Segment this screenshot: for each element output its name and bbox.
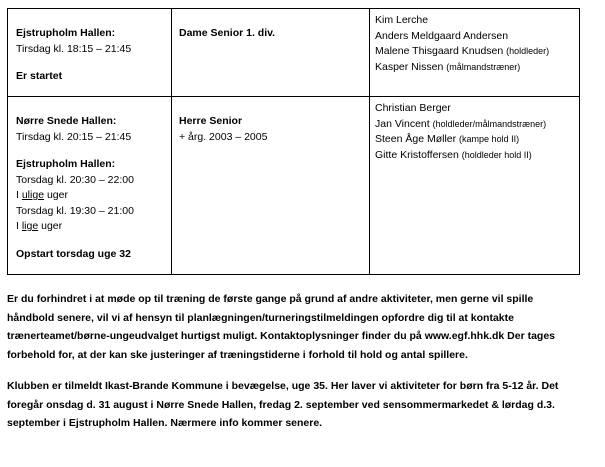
person-line <box>375 132 579 148</box>
venue-time: Tirsdag kl. 20:15 – 21:45 <box>16 130 132 143</box>
table-row <box>8 97 580 275</box>
team-name: Herre Senior <box>179 115 243 127</box>
person-name: Kasper Nissen <box>375 60 444 73</box>
paragraph-line: Er du forhindret i at møde op til træning de første gange på grund af andre aktiviteter, men gerne vil spille <box>7 293 534 305</box>
person-name: Christian Berger <box>375 102 451 114</box>
coaches-cell <box>370 9 580 97</box>
table-row <box>8 9 580 97</box>
person-name: Jan Vincent <box>375 117 430 130</box>
person-role: (holdleder hold II) <box>461 149 532 160</box>
person-name: Anders Meldgaard Andersen <box>375 29 509 42</box>
person-name: Gitte Kristoffersen <box>375 148 459 161</box>
venue-name: Nørre Snede Hallen: <box>16 115 117 127</box>
venue-status: Er startet <box>16 70 63 82</box>
venue-time-second-1: Torsdag kl. 20:30 – 22:00 <box>16 173 134 186</box>
person-line <box>375 117 579 133</box>
person-role: (kampe hold II) <box>459 134 520 144</box>
week-note-odd: I ulige uger <box>16 189 68 201</box>
venue-cell <box>8 97 172 275</box>
training-schedule-table <box>7 8 580 275</box>
coaches-cell <box>370 97 580 275</box>
person-line <box>375 44 579 60</box>
week-note-even: I lige uger <box>16 220 63 232</box>
person-line <box>375 60 579 76</box>
person-line <box>375 29 579 45</box>
person-line <box>375 101 579 117</box>
person-role: (holdleder/målmandstræner) <box>432 118 547 129</box>
team-cell <box>172 9 370 97</box>
person-line <box>375 148 579 164</box>
paragraph-line: håndbold senere, vil vi af hensyn til planlægningen/turneringstilmeldingen opfordre dig til at kontakte <box>7 311 514 324</box>
venue-name-second: Ejstrupholm Hallen: <box>16 158 116 170</box>
start-note: Opstart torsdag uge 32 <box>16 247 131 260</box>
paragraph-line: foregår onsdag d. 31 august i Nørre Snede Hallen, fredag 2. september ved sensommermarkedet & lørdag d.3. <box>7 398 555 411</box>
person-name: Malene Thisgaard Knudsen <box>375 45 504 57</box>
venue-time-second-2: Torsdag kl. 19:30 – 21:00 <box>16 204 134 217</box>
paragraph-line: Klubben er tilmeldt Ikast-Brande Kommune i bevægelse, uge 35. Her laver vi aktiviteter for børn fra 5-12 år. Det <box>7 380 559 392</box>
person-name: Steen Åge Møller <box>375 133 457 145</box>
team-years: + årg. 2003 – 2005 <box>179 130 268 143</box>
person-role: (holdleder) <box>506 46 550 56</box>
info-paragraph-absence <box>7 290 587 364</box>
paragraph-line: september i Ejstrupholm Hallen. Nærmere info kommer senere. <box>7 417 323 429</box>
paragraph-line: trænerteamet/børne-ungeudvalget hurtigst muligt. Kontaktoplysninger finder du på www.egf.hhk.dk Der tages <box>7 330 555 342</box>
venue-name: Ejstrupholm Hallen: <box>16 27 116 39</box>
person-name: Kim Lerche <box>375 14 429 26</box>
team-cell <box>172 97 370 275</box>
person-line <box>375 13 579 29</box>
paragraph-line: forbehold for, at der kan ske justeringer af træningstiderne i forhold til hold og antal spillere. <box>7 348 468 361</box>
info-paragraph-event <box>7 377 587 433</box>
venue-time: Tirsdag kl. 18:15 – 21:45 <box>16 42 132 55</box>
venue-cell <box>8 9 172 97</box>
person-role: (målmandstræner) <box>446 61 521 72</box>
team-name: Dame Senior 1. div. <box>179 27 276 39</box>
